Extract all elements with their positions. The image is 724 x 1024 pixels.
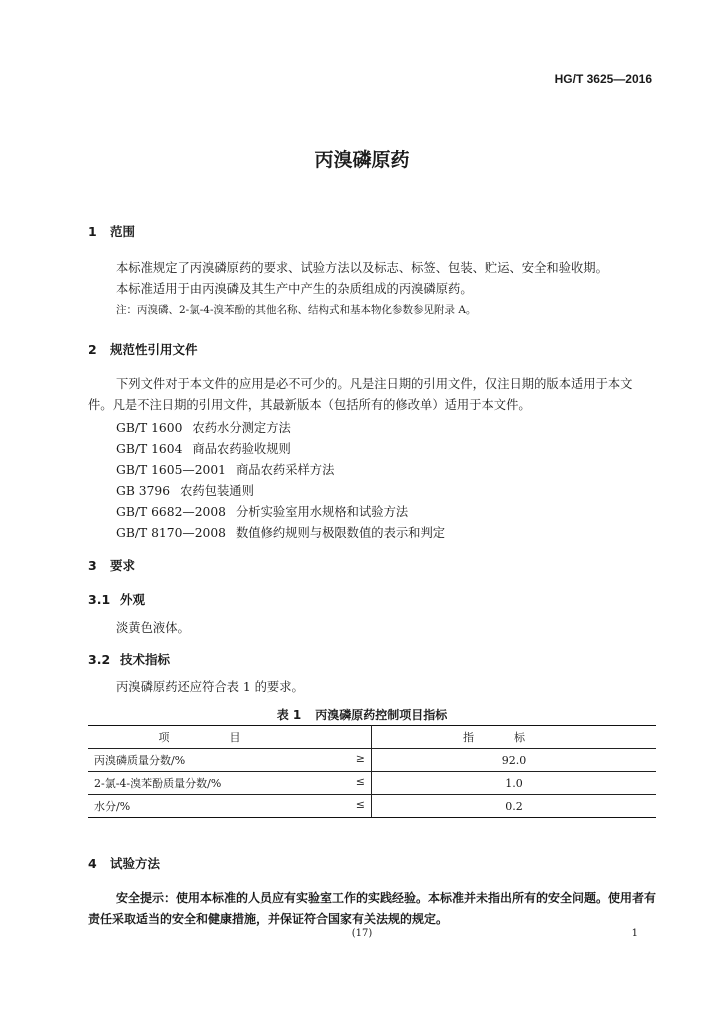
item-label: 水分/% [94, 800, 131, 813]
section-number: 2 [88, 342, 97, 357]
item-cell [88, 795, 372, 818]
reference-item [116, 418, 291, 436]
section-number: 3 [88, 558, 97, 573]
subsection-title: 外观 [120, 592, 146, 607]
item-cell [88, 772, 372, 795]
standard-code: HG/T 3625—2016 [554, 72, 652, 86]
reference-code: GB/T 1605—2001 [116, 463, 226, 477]
table-caption [0, 706, 724, 723]
reference-item [116, 523, 445, 541]
table-number: 表 1 [276, 708, 302, 722]
column-header-item: 项目 [88, 726, 372, 749]
section-title: 要求 [110, 558, 136, 573]
section-number: 4 [88, 856, 97, 871]
safety-notice: 安全提示：使用本标准的人员应有实验室工作的实践经验。本标准并未指出所有的安全问题。使用者有责任采取适当的安全和健康措施，并保证符合国家有关法规的规定。 [88, 891, 657, 926]
section-2-heading [88, 340, 198, 358]
reference-code: GB/T 8170—2008 [116, 526, 226, 540]
value-cell: 0.2 [372, 795, 657, 818]
subsection-3-2-heading [88, 650, 170, 668]
technical-spec-text: 丙溴磷原药还应符合表 1 的要求。 [116, 680, 304, 694]
reference-title: 商品农药采样方法 [236, 463, 335, 477]
subsection-3-1-heading [88, 590, 145, 608]
page-marker: 1 [631, 928, 638, 939]
table-title: 丙溴磷原药控制项目指标 [315, 708, 448, 722]
item-label: 丙溴磷质量分数/% [94, 754, 186, 767]
reference-code: GB/T 1600 [116, 421, 183, 435]
reference-title: 数值修约规则与极限数值的表示和判定 [236, 526, 446, 540]
comparator: ≤ [355, 798, 365, 811]
references-intro: 下列文件对于本文件的应用是必不可少的。凡是注日期的引用文件，仅注日期的版本适用于本文件。凡是不注日期的引用文件，其最新版本（包括所有的修改单）适用于本文件。 [88, 377, 633, 412]
section-title: 试验方法 [110, 856, 161, 871]
column-header-value: 指标 [372, 726, 657, 749]
subsection-title: 技术指标 [120, 652, 171, 667]
spec-table [88, 725, 656, 818]
comparator: ≥ [355, 752, 365, 765]
subsection-number: 3.1 [88, 592, 111, 607]
reference-item [116, 502, 408, 520]
section-title: 范围 [110, 224, 136, 239]
reference-code: GB/T 6682—2008 [116, 505, 226, 519]
reference-item [116, 481, 254, 499]
appearance-text: 淡黄色液体。 [116, 621, 190, 635]
section-number: 1 [88, 224, 97, 239]
scope-paragraph-1: 本标准规定了丙溴磷原药的要求、试验方法以及标志、标签、包装、贮运、安全和验收期。 [116, 261, 608, 275]
reference-title: 农药水分测定方法 [192, 421, 291, 435]
reference-code: GB/T 1604 [116, 442, 183, 456]
reference-item [116, 460, 334, 478]
section-3-heading [88, 556, 135, 574]
item-label: 2-氯-4-溴苯酚质量分数/% [94, 777, 222, 790]
scope-paragraph-2: 本标准适用于由丙溴磷及其生产中产生的杂质组成的丙溴磷原药。 [116, 282, 473, 296]
table-row [88, 772, 656, 795]
reference-title: 农药包装通则 [180, 484, 254, 498]
section-title: 规范性引用文件 [110, 342, 198, 357]
reference-item [116, 439, 291, 457]
subsection-number: 3.2 [88, 652, 111, 667]
scope-note: 注：丙溴磷、2-氯-4-溴苯酚的其他名称、结构式和基本物化参数参见附录 A。 [116, 304, 477, 316]
document-title: 丙溴磷原药 [314, 149, 410, 171]
section-1-heading [88, 222, 135, 240]
section-4-heading [88, 854, 160, 872]
comparator: ≤ [355, 775, 365, 788]
value-cell: 1.0 [372, 772, 657, 795]
table-header-row [88, 726, 656, 749]
item-cell [88, 749, 372, 772]
table-row [88, 749, 656, 772]
table-row [88, 795, 656, 818]
reference-title: 商品农药验收规则 [192, 442, 291, 456]
reference-title: 分析实验室用水规格和试验方法 [236, 505, 409, 519]
reference-code: GB 3796 [116, 484, 171, 498]
value-cell: 92.0 [372, 749, 657, 772]
page-number: (17) [351, 928, 373, 939]
